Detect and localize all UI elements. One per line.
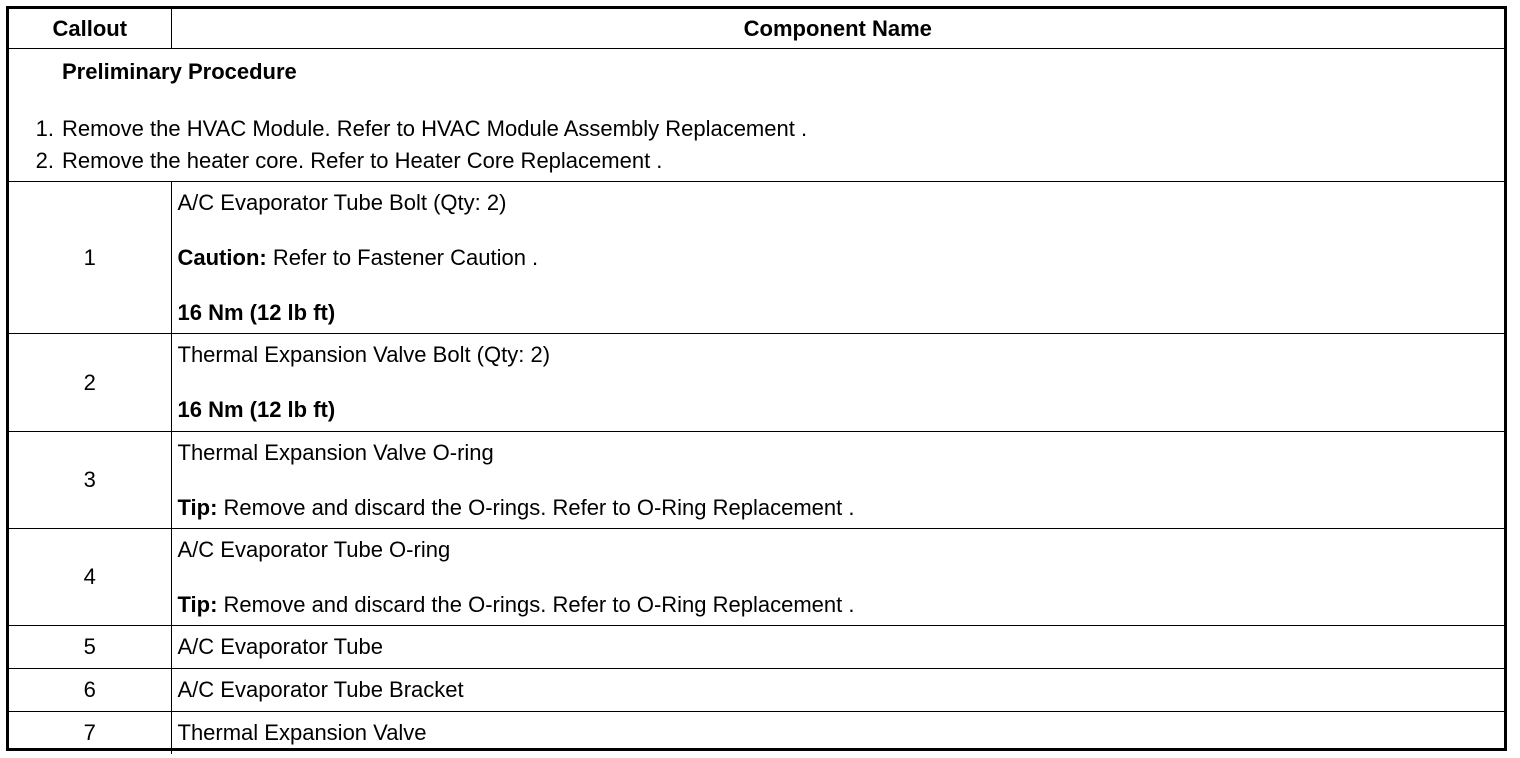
tip-note	[178, 592, 1499, 618]
component-name: Thermal Expansion Valve	[171, 712, 1504, 754]
callout-number: 1	[9, 182, 171, 334]
tip-text: Remove and discard the O-rings. Refer to O-Ring Replacement .	[217, 592, 855, 617]
table-header-row	[9, 9, 1504, 49]
tip-text: Remove and discard the O-rings. Refer to O-Ring Replacement .	[217, 495, 855, 520]
table-row	[9, 626, 1504, 669]
step-number: 1.	[35, 116, 54, 141]
callout-number: 5	[9, 626, 171, 669]
callout-number: 4	[9, 529, 171, 626]
step-number: 2.	[35, 148, 54, 173]
preliminary-procedure	[9, 49, 1504, 182]
preliminary-title: Preliminary Procedure	[62, 59, 297, 84]
component-name: Thermal Expansion Valve Bolt (Qty: 2)	[177, 342, 551, 367]
component-cell	[171, 182, 1504, 334]
header-callout: Callout	[9, 9, 171, 49]
component-cell	[171, 334, 1504, 432]
callout-number: 3	[9, 432, 171, 529]
tip-label: Tip:	[177, 592, 218, 617]
callout-number: 7	[9, 712, 171, 754]
preliminary-step	[9, 113, 1504, 145]
tip-note	[178, 495, 1499, 521]
torque-spec: 16 Nm (12 lb ft)	[177, 397, 336, 422]
callout-number: 2	[9, 334, 171, 432]
component-name: A/C Evaporator Tube Bolt (Qty: 2)	[177, 190, 507, 215]
component-name: A/C Evaporator Tube Bracket	[171, 669, 1504, 712]
caution-label: Caution:	[177, 245, 267, 270]
torque-spec: 16 Nm (12 lb ft)	[177, 300, 336, 325]
step-text: Remove the HVAC Module. Refer to HVAC Module Assembly Replacement .	[62, 116, 808, 141]
header-component-name: Component Name	[171, 9, 1504, 49]
caution-text: Refer to Fastener Caution .	[266, 245, 539, 270]
component-cell	[171, 529, 1504, 626]
table-row	[9, 432, 1504, 529]
table-row	[9, 712, 1504, 754]
component-name: Thermal Expansion Valve O-ring	[177, 440, 494, 465]
preliminary-step	[9, 145, 1504, 177]
step-text: Remove the heater core. Refer to Heater Core Replacement .	[62, 148, 663, 173]
component-cell	[171, 432, 1504, 529]
component-table	[6, 6, 1507, 751]
tip-label: Tip:	[177, 495, 218, 520]
table-row	[9, 669, 1504, 712]
caution-note	[178, 245, 1499, 271]
table-row	[9, 529, 1504, 626]
table-row	[9, 334, 1504, 432]
callout-number: 6	[9, 669, 171, 712]
component-name: A/C Evaporator Tube	[171, 626, 1504, 669]
component-name: A/C Evaporator Tube O-ring	[177, 537, 451, 562]
preliminary-steps	[9, 113, 1504, 177]
preliminary-procedure-row	[9, 49, 1504, 182]
table-row	[9, 182, 1504, 334]
